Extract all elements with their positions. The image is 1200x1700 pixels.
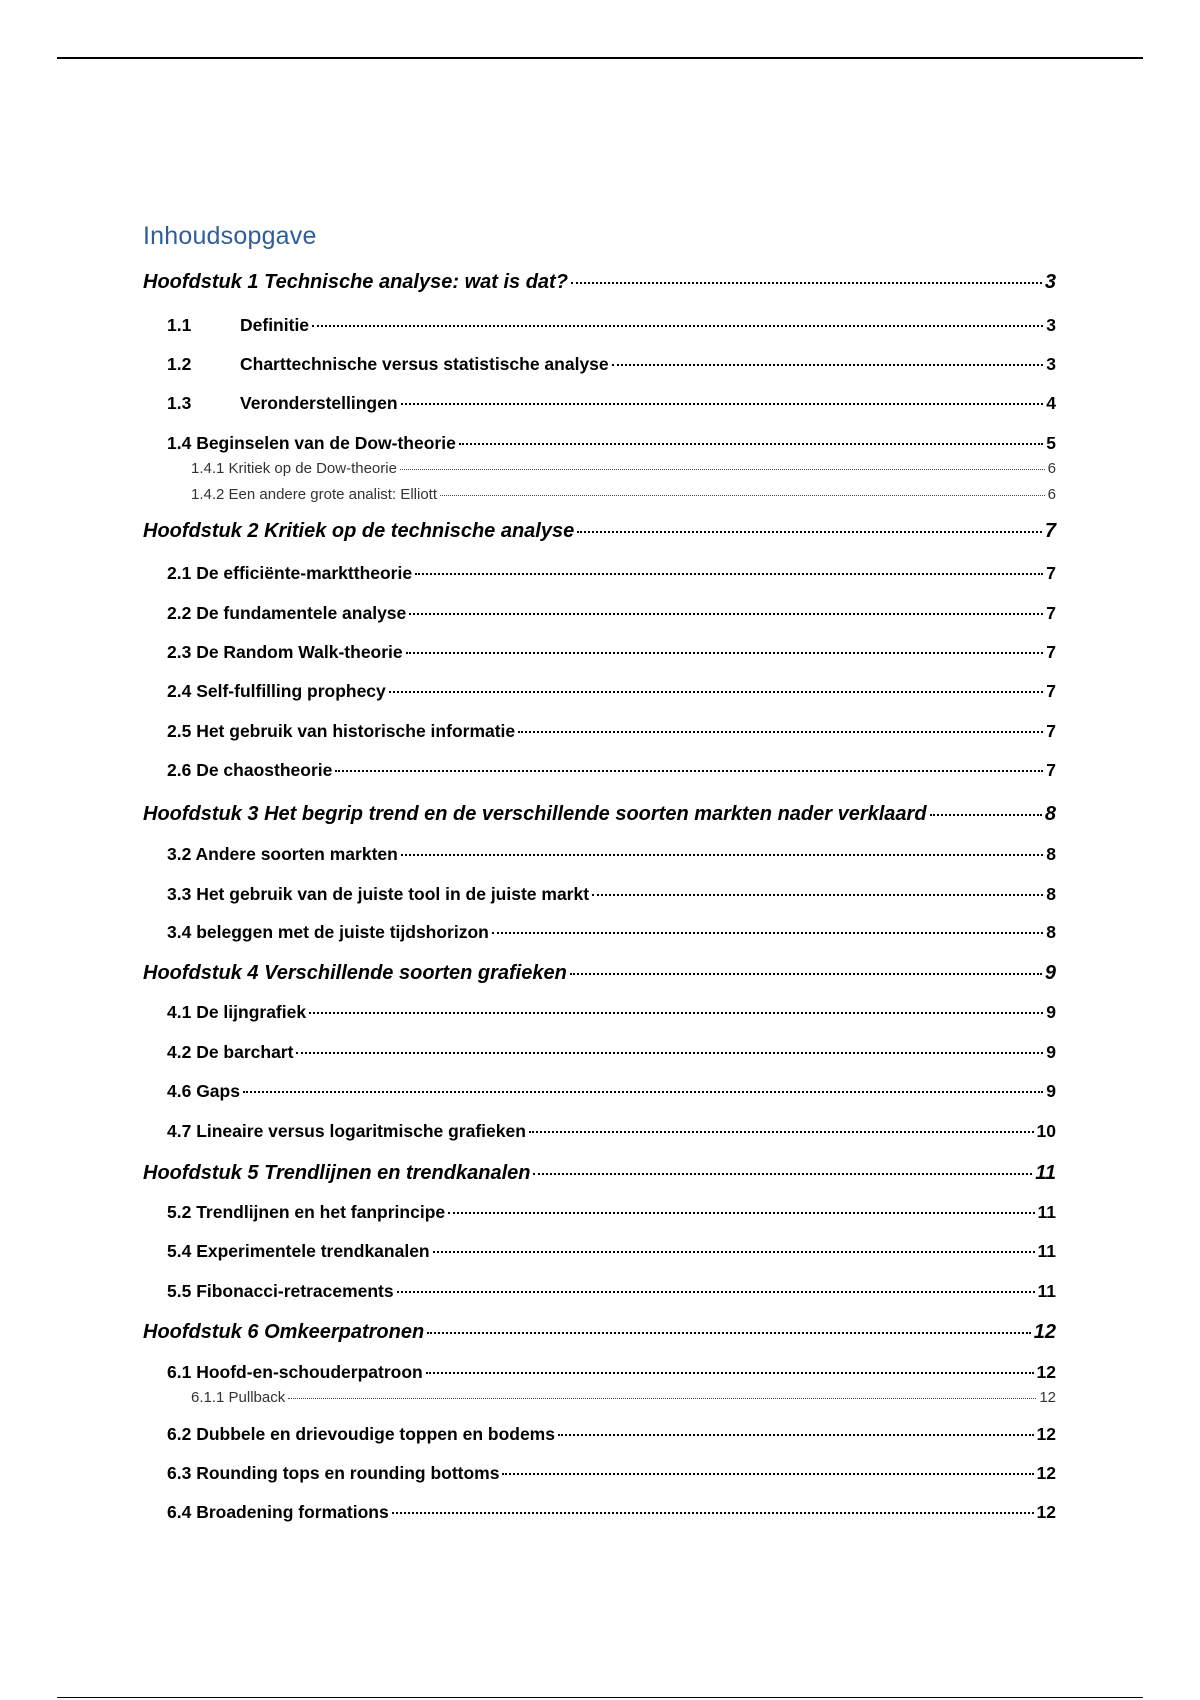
toc-entry-label — [167, 315, 309, 336]
toc-entry-text: 2.1 De efficiënte-markttheorie — [167, 563, 413, 583]
toc-entry-section[interactable] — [167, 642, 1056, 663]
toc-entry-number: 1.2 — [167, 354, 192, 374]
toc-dot-leader — [529, 1131, 1034, 1133]
toc-entry-text: 3.2 Andere soorten markten — [167, 844, 398, 864]
toc-entry-text: 5.4 Experimentele trendkanalen — [167, 1241, 430, 1261]
toc-entry-text: 5.5 Fibonacci-retracements — [167, 1281, 394, 1301]
toc-dot-leader — [296, 1052, 1043, 1054]
toc-entry-label — [167, 721, 515, 742]
toc-entry-label — [191, 460, 397, 477]
toc-page-number: 3 — [1044, 271, 1056, 293]
toc-entry-sub[interactable] — [191, 460, 1056, 477]
toc-entry-section[interactable] — [167, 721, 1056, 742]
toc-entry-label — [167, 1042, 293, 1063]
toc-entry-section[interactable] — [167, 884, 1056, 905]
toc-title: Inhoudsopgave — [143, 222, 317, 250]
toc-page-number: 8 — [1044, 803, 1056, 825]
toc-dot-leader — [440, 495, 1045, 496]
toc-entry-text: Hoofdstuk 5 Trendlijnen en trendkanalen — [143, 1162, 531, 1184]
toc-entry-text: Hoofdstuk 4 Verschillende soorten grafieken — [143, 962, 567, 984]
toc-page-number: 12 — [1033, 1321, 1056, 1343]
toc-page-number: 7 — [1046, 721, 1056, 741]
toc-dot-leader — [433, 1251, 1035, 1253]
toc-entry-section[interactable] — [167, 681, 1056, 702]
toc-dot-leader — [392, 1512, 1034, 1514]
toc-entry-label — [167, 563, 412, 584]
toc-dot-leader — [397, 1291, 1035, 1293]
toc-entry-chapter[interactable] — [143, 1321, 1056, 1344]
toc-entry-text: 6.1.1 Pullback — [191, 1389, 286, 1406]
toc-entry-text: Hoofdstuk 6 Omkeerpatronen — [143, 1321, 425, 1343]
toc-entry-text: 1.4.1 Kritiek op de Dow-theorie — [191, 460, 397, 477]
toc-entry-text: Hoofdstuk 1 Technische analyse: wat is dat? — [143, 271, 568, 293]
toc-dot-leader — [427, 1332, 1031, 1334]
toc-page-number: 7 — [1046, 760, 1056, 780]
toc-page-number: 7 — [1046, 681, 1056, 701]
toc-entry-section[interactable] — [167, 1081, 1056, 1102]
toc-entry-section[interactable] — [167, 1042, 1056, 1063]
toc-entry-text: 4.7 Lineaire versus logaritmische grafieken — [167, 1121, 526, 1141]
toc-entry-label — [191, 486, 437, 503]
toc-entry-section[interactable] — [167, 760, 1056, 781]
toc-entry-label — [167, 1081, 240, 1102]
toc-entry-text: 2.6 De chaostheorie — [167, 760, 333, 780]
toc-dot-leader — [426, 1372, 1034, 1374]
toc-dot-leader — [400, 469, 1045, 470]
toc-page-number: 12 — [1036, 1463, 1056, 1483]
toc-page-number: 9 — [1046, 1042, 1056, 1062]
toc-entry-text: 3.3 Het gebruik van de juiste tool in de juiste markt — [167, 884, 590, 904]
toc-entry-text: 2.2 De fundamentele analyse — [167, 603, 407, 623]
toc-entry-section[interactable] — [167, 393, 1056, 414]
toc-dot-leader — [415, 573, 1043, 575]
toc-entry-text: Definitie — [240, 315, 310, 335]
toc-entry-text: 2.4 Self-fulfilling prophecy — [167, 681, 386, 701]
toc-entry-label — [143, 962, 567, 985]
toc-page-number: 8 — [1046, 844, 1056, 864]
toc-entry-section[interactable] — [167, 1241, 1056, 1262]
toc-page-number: 11 — [1037, 1202, 1056, 1222]
toc-entry-label — [167, 1241, 430, 1262]
toc-entry-sub[interactable] — [191, 1389, 1056, 1406]
toc-page-number: 6 — [1047, 486, 1056, 503]
toc-page-number: 3 — [1046, 315, 1056, 335]
toc-dot-leader — [558, 1434, 1034, 1436]
toc-dot-leader — [389, 691, 1043, 693]
toc-page-number: 11 — [1037, 1281, 1056, 1301]
toc-entry-section[interactable] — [167, 922, 1056, 943]
toc-dot-leader — [492, 932, 1043, 934]
toc-entry-text: 4.6 Gaps — [167, 1081, 240, 1101]
toc-entry-number: 1.3 — [167, 393, 192, 413]
toc-entry-section[interactable] — [167, 844, 1056, 865]
toc-entry-label — [167, 681, 386, 702]
toc-dot-leader — [448, 1212, 1034, 1214]
toc-page-number: 4 — [1046, 393, 1056, 413]
toc-entry-label — [167, 642, 403, 663]
toc-dot-leader — [459, 443, 1043, 445]
toc-entry-label — [167, 1362, 423, 1383]
toc-dot-leader — [612, 364, 1044, 366]
toc-entry-label — [167, 603, 406, 624]
toc-dot-leader — [288, 1398, 1036, 1399]
toc-dot-leader — [406, 652, 1044, 654]
toc-dot-leader — [243, 1091, 1043, 1093]
footer-rule — [57, 1697, 1143, 1698]
toc-entry-chapter[interactable] — [143, 1162, 1056, 1185]
toc-entry-text: 1.4.2 Een andere grote analist: Elliott — [191, 486, 437, 503]
toc-entry-label — [167, 1002, 306, 1023]
toc-page-number: 12 — [1036, 1502, 1056, 1522]
toc-entry-section[interactable] — [167, 354, 1056, 375]
toc-entry-label — [167, 922, 489, 943]
toc-page-number: 10 — [1036, 1121, 1056, 1141]
toc-entry-section[interactable] — [167, 1463, 1056, 1484]
toc-entry-label — [167, 1121, 526, 1142]
toc-page-number: 3 — [1046, 354, 1056, 374]
toc-dot-leader — [592, 894, 1043, 896]
toc-entry-label — [167, 1281, 394, 1302]
toc-entry-text: 5.2 Trendlijnen en het fanprincipe — [167, 1202, 446, 1222]
toc-entry-label — [143, 803, 927, 826]
toc-entry-text: 1.4 Beginselen van de Dow-theorie — [167, 433, 456, 453]
toc-page-number: 6 — [1047, 460, 1056, 477]
toc-entry-label — [167, 760, 332, 781]
toc-entry-sub[interactable] — [191, 486, 1056, 503]
toc-page-number: 11 — [1035, 1162, 1056, 1184]
toc-entry-text: 4.2 De barchart — [167, 1042, 294, 1062]
toc-entry-label — [143, 271, 568, 294]
toc-page-number: 9 — [1046, 1002, 1056, 1022]
toc-entry-label — [167, 844, 398, 865]
toc-page-number: 7 — [1046, 603, 1056, 623]
toc-dot-leader — [409, 613, 1043, 615]
toc-entry-chapter[interactable] — [143, 803, 1056, 826]
toc-entry-text: 6.3 Rounding tops en rounding bottoms — [167, 1463, 500, 1483]
toc-entry-text: 2.5 Het gebruik van historische informatie — [167, 721, 516, 741]
toc-entry-section[interactable] — [167, 1424, 1056, 1445]
toc-entry-label — [167, 884, 589, 905]
toc-entry-section[interactable] — [167, 1281, 1056, 1302]
toc-dot-leader — [312, 325, 1043, 327]
toc-entry-label — [143, 1321, 424, 1344]
toc-entry-text: 6.1 Hoofd-en-schouderpatroon — [167, 1362, 423, 1382]
toc-entry-chapter[interactable] — [143, 271, 1056, 294]
toc-page-number: 8 — [1046, 922, 1056, 942]
toc-entry-label — [167, 1463, 499, 1484]
toc-entry-label — [191, 1389, 285, 1406]
toc-page-number: 12 — [1036, 1362, 1056, 1382]
toc-entry-text: 2.3 De Random Walk-theorie — [167, 642, 403, 662]
toc-entry-section[interactable] — [167, 1121, 1056, 1142]
toc-entry-section[interactable] — [167, 603, 1056, 624]
toc-entry-label — [167, 433, 456, 454]
toc-entry-label — [143, 520, 574, 543]
toc-entry-section[interactable] — [167, 563, 1056, 584]
toc-dot-leader — [401, 403, 1044, 405]
toc-page-number: 9 — [1046, 1081, 1056, 1101]
toc-entry-label — [167, 1502, 389, 1523]
toc-entry-text: 4.1 De lijngrafiek — [167, 1002, 307, 1022]
toc-entry-text: 6.4 Broadening formations — [167, 1502, 389, 1522]
toc-entry-text: 6.2 Dubbele en drievoudige toppen en bodems — [167, 1424, 555, 1444]
toc-entry-label — [167, 1202, 445, 1223]
header-rule — [57, 57, 1143, 59]
toc-entry-number: 1.1 — [167, 315, 192, 335]
toc-entry-label — [167, 1424, 555, 1445]
toc-page-number: 5 — [1046, 433, 1056, 453]
toc-entry-section[interactable] — [167, 1362, 1056, 1383]
toc-entry-text: 3.4 beleggen met de juiste tijdshorizon — [167, 922, 489, 942]
toc-entry-chapter[interactable] — [143, 520, 1056, 543]
toc-page-number: 11 — [1037, 1241, 1056, 1261]
toc-entry-label — [167, 393, 398, 414]
toc-dot-leader — [518, 731, 1043, 733]
toc-entry-text: Hoofdstuk 3 Het begrip trend en de verschillende soorten markten nader verklaard — [143, 803, 927, 825]
toc-dot-leader — [930, 814, 1042, 816]
toc-entry-text: Hoofdstuk 2 Kritiek op de technische analyse — [143, 520, 575, 542]
toc-entry-text: Charttechnische versus statistische analyse — [240, 354, 609, 374]
toc-dot-leader — [309, 1012, 1043, 1014]
toc-dot-leader — [335, 770, 1043, 772]
toc-dot-leader — [571, 282, 1042, 284]
toc-entry-section[interactable] — [167, 433, 1056, 454]
toc-entry-section[interactable] — [167, 315, 1056, 336]
toc-dot-leader — [401, 854, 1043, 856]
toc-page-number: 12 — [1039, 1389, 1056, 1406]
toc-dot-leader — [502, 1473, 1033, 1475]
toc-page-number: 12 — [1036, 1424, 1056, 1444]
toc-page-number: 8 — [1046, 884, 1056, 904]
toc-entry-section[interactable] — [167, 1002, 1056, 1023]
toc-dot-leader — [570, 973, 1042, 975]
toc-entry-section[interactable] — [167, 1202, 1056, 1223]
toc-entry-chapter[interactable] — [143, 962, 1056, 985]
toc-entry-text: Veronderstellingen — [240, 393, 398, 413]
toc-page-number: 7 — [1044, 520, 1056, 542]
toc-dot-leader — [577, 531, 1042, 533]
toc-page-number: 7 — [1046, 563, 1056, 583]
toc-page-number: 7 — [1046, 642, 1056, 662]
toc-entry-label — [143, 1162, 530, 1185]
toc-page-number: 9 — [1044, 962, 1056, 984]
toc-dot-leader — [533, 1173, 1032, 1175]
toc-entry-section[interactable] — [167, 1502, 1056, 1523]
toc-entry-label — [167, 354, 609, 375]
